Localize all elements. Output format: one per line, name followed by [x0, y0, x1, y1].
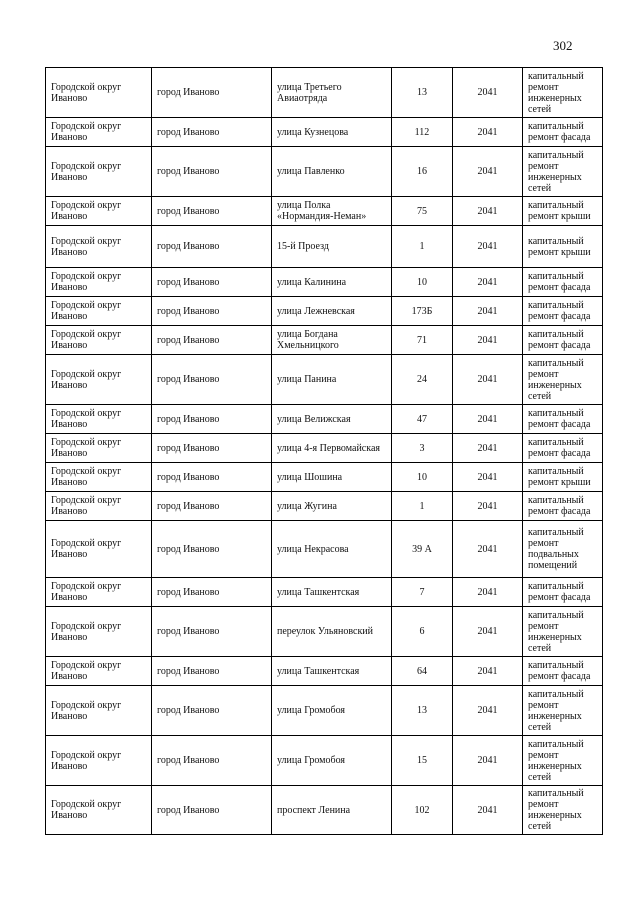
cell-locality: город Иваново	[152, 736, 272, 786]
cell-district: Городской округ Иваново	[46, 405, 152, 434]
cell-year: 2041	[453, 326, 523, 355]
cell-district: Городской округ Иваново	[46, 326, 152, 355]
cell-year: 2041	[453, 736, 523, 786]
cell-street: улица Полка «Нормандия-Неман»	[272, 197, 392, 226]
cell-year: 2041	[453, 197, 523, 226]
works-table	[45, 67, 603, 835]
cell-year: 2041	[453, 297, 523, 326]
cell-year: 2041	[453, 268, 523, 297]
cell-district: Городской округ Иваново	[46, 686, 152, 736]
cell-house: 16	[392, 147, 453, 197]
cell-year: 2041	[453, 118, 523, 147]
cell-year: 2041	[453, 578, 523, 607]
cell-work: капитальный ремонт инженерных сетей	[523, 355, 603, 405]
cell-locality: город Иваново	[152, 492, 272, 521]
cell-work: капитальный ремонт инженерных сетей	[523, 68, 603, 118]
cell-house: 173Б	[392, 297, 453, 326]
cell-year: 2041	[453, 226, 523, 268]
cell-district: Городской округ Иваново	[46, 118, 152, 147]
cell-district: Городской округ Иваново	[46, 607, 152, 657]
table-row	[46, 118, 603, 147]
cell-district: Городской округ Иваново	[46, 268, 152, 297]
cell-locality: город Иваново	[152, 607, 272, 657]
cell-street: улица Третьего Авиаотряда	[272, 68, 392, 118]
cell-year: 2041	[453, 405, 523, 434]
cell-street: улица Жугина	[272, 492, 392, 521]
cell-locality: город Иваново	[152, 521, 272, 578]
cell-year: 2041	[453, 463, 523, 492]
table-row	[46, 521, 603, 578]
cell-locality: город Иваново	[152, 326, 272, 355]
cell-district: Городской округ Иваново	[46, 657, 152, 686]
cell-district: Городской округ Иваново	[46, 492, 152, 521]
table-row	[46, 68, 603, 118]
cell-work: капитальный ремонт фасада	[523, 405, 603, 434]
cell-district: Городской округ Иваново	[46, 736, 152, 786]
works-table-body	[46, 68, 603, 835]
cell-year: 2041	[453, 68, 523, 118]
cell-locality: город Иваново	[152, 68, 272, 118]
cell-year: 2041	[453, 434, 523, 463]
cell-house: 10	[392, 268, 453, 297]
cell-district: Городской округ Иваново	[46, 68, 152, 118]
table-row	[46, 736, 603, 786]
cell-locality: город Иваново	[152, 147, 272, 197]
cell-locality: город Иваново	[152, 578, 272, 607]
cell-street: улица Калинина	[272, 268, 392, 297]
cell-year: 2041	[453, 607, 523, 657]
cell-house: 1	[392, 226, 453, 268]
table-row	[46, 786, 603, 835]
cell-locality: город Иваново	[152, 118, 272, 147]
table-row	[46, 355, 603, 405]
cell-locality: город Иваново	[152, 463, 272, 492]
cell-year: 2041	[453, 521, 523, 578]
cell-house: 15	[392, 736, 453, 786]
cell-work: капитальный ремонт фасада	[523, 492, 603, 521]
cell-work: капитальный ремонт инженерных сетей	[523, 686, 603, 736]
cell-work: капитальный ремонт фасада	[523, 326, 603, 355]
cell-work: капитальный ремонт подвальных помещений	[523, 521, 603, 578]
cell-work: капитальный ремонт инженерных сетей	[523, 736, 603, 786]
cell-street: улица Ташкентская	[272, 578, 392, 607]
table-row	[46, 578, 603, 607]
cell-locality: город Иваново	[152, 405, 272, 434]
cell-work: капитальный ремонт фасада	[523, 297, 603, 326]
table-row	[46, 326, 603, 355]
page-number: 302	[553, 38, 573, 53]
cell-locality: город Иваново	[152, 226, 272, 268]
cell-street: улица Лежневская	[272, 297, 392, 326]
cell-district: Городской округ Иваново	[46, 147, 152, 197]
cell-house: 112	[392, 118, 453, 147]
cell-street: проспект Ленина	[272, 786, 392, 835]
cell-work: капитальный ремонт крыши	[523, 226, 603, 268]
table-row	[46, 405, 603, 434]
cell-street: улица Громобоя	[272, 736, 392, 786]
table-row	[46, 607, 603, 657]
table-row	[46, 226, 603, 268]
cell-house: 71	[392, 326, 453, 355]
cell-district: Городской округ Иваново	[46, 434, 152, 463]
cell-locality: город Иваново	[152, 657, 272, 686]
cell-house: 1	[392, 492, 453, 521]
cell-street: улица Богдана Хмельницкого	[272, 326, 392, 355]
table-row	[46, 657, 603, 686]
cell-work: капитальный ремонт фасада	[523, 268, 603, 297]
cell-district: Городской округ Иваново	[46, 197, 152, 226]
cell-house: 64	[392, 657, 453, 686]
cell-street: улица Ташкентская	[272, 657, 392, 686]
cell-district: Городской округ Иваново	[46, 521, 152, 578]
cell-house: 7	[392, 578, 453, 607]
table-row	[46, 492, 603, 521]
cell-house: 102	[392, 786, 453, 835]
cell-street: 15-й Проезд	[272, 226, 392, 268]
table-row	[46, 686, 603, 736]
cell-street: переулок Ульяновский	[272, 607, 392, 657]
cell-work: капитальный ремонт инженерных сетей	[523, 607, 603, 657]
cell-house: 13	[392, 68, 453, 118]
cell-locality: город Иваново	[152, 434, 272, 463]
cell-street: улица 4-я Первомайская	[272, 434, 392, 463]
table-row	[46, 268, 603, 297]
cell-year: 2041	[453, 686, 523, 736]
cell-house: 13	[392, 686, 453, 736]
cell-work: капитальный ремонт инженерных сетей	[523, 147, 603, 197]
cell-work: капитальный ремонт фасада	[523, 657, 603, 686]
cell-locality: город Иваново	[152, 355, 272, 405]
table-row	[46, 463, 603, 492]
cell-locality: город Иваново	[152, 268, 272, 297]
cell-work: капитальный ремонт фасада	[523, 578, 603, 607]
cell-street: улица Панина	[272, 355, 392, 405]
cell-work: капитальный ремонт фасада	[523, 434, 603, 463]
cell-locality: город Иваново	[152, 686, 272, 736]
cell-district: Городской округ Иваново	[46, 786, 152, 835]
cell-street: улица Громобоя	[272, 686, 392, 736]
cell-work: капитальный ремонт инженерных сетей	[523, 786, 603, 835]
cell-locality: город Иваново	[152, 297, 272, 326]
cell-year: 2041	[453, 147, 523, 197]
cell-work: капитальный ремонт крыши	[523, 463, 603, 492]
cell-district: Городской округ Иваново	[46, 226, 152, 268]
cell-locality: город Иваново	[152, 197, 272, 226]
cell-house: 39 А	[392, 521, 453, 578]
cell-locality: город Иваново	[152, 786, 272, 835]
cell-year: 2041	[453, 786, 523, 835]
cell-house: 3	[392, 434, 453, 463]
cell-year: 2041	[453, 657, 523, 686]
cell-district: Городской округ Иваново	[46, 578, 152, 607]
table-row	[46, 297, 603, 326]
cell-house: 47	[392, 405, 453, 434]
cell-street: улица Павленко	[272, 147, 392, 197]
cell-district: Городской округ Иваново	[46, 463, 152, 492]
cell-house: 24	[392, 355, 453, 405]
cell-house: 10	[392, 463, 453, 492]
table-row	[46, 147, 603, 197]
cell-year: 2041	[453, 355, 523, 405]
cell-street: улица Кузнецова	[272, 118, 392, 147]
cell-street: улица Велижская	[272, 405, 392, 434]
cell-work: капитальный ремонт фасада	[523, 118, 603, 147]
cell-year: 2041	[453, 492, 523, 521]
table-row	[46, 197, 603, 226]
cell-street: улица Некрасова	[272, 521, 392, 578]
cell-house: 6	[392, 607, 453, 657]
cell-work: капитальный ремонт крыши	[523, 197, 603, 226]
cell-district: Городской округ Иваново	[46, 355, 152, 405]
cell-house: 75	[392, 197, 453, 226]
cell-district: Городской округ Иваново	[46, 297, 152, 326]
table-row	[46, 434, 603, 463]
cell-street: улица Шошина	[272, 463, 392, 492]
